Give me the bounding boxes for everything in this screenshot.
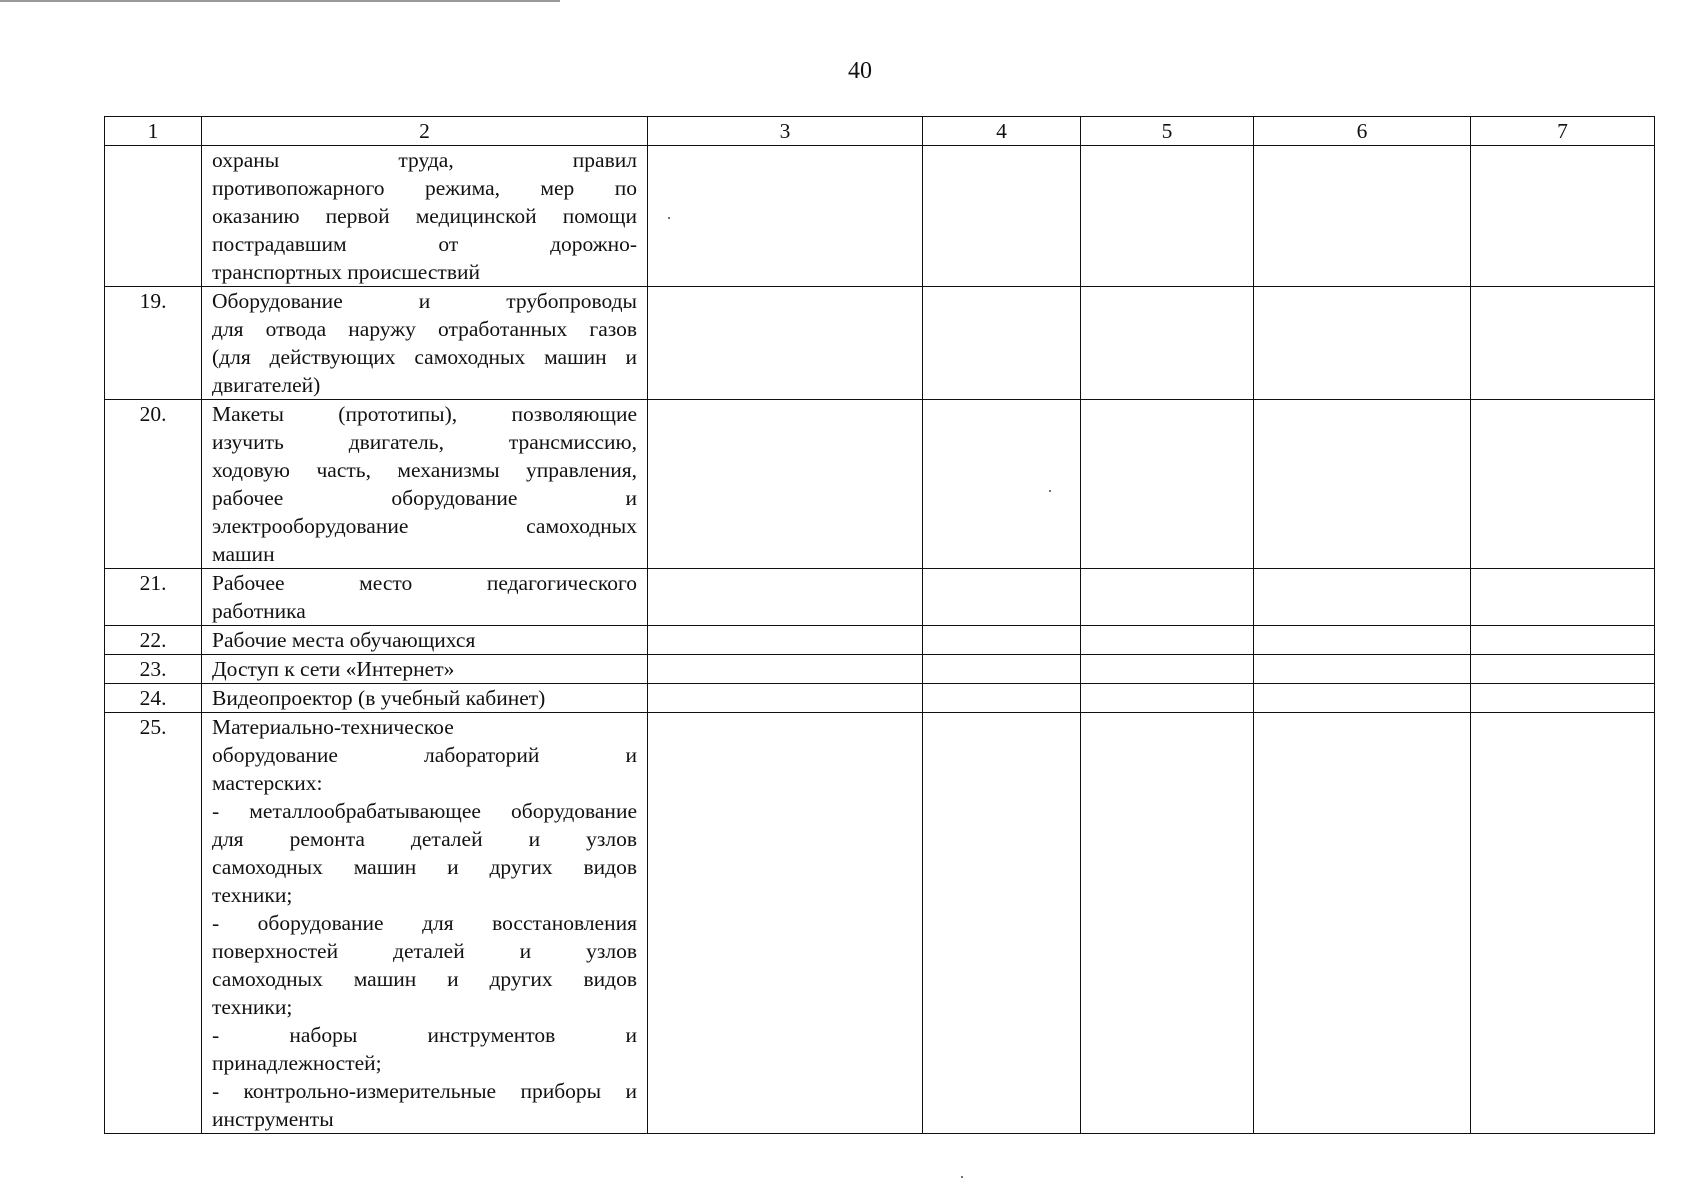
row-number: 23. — [105, 655, 202, 684]
item-description — [202, 569, 648, 626]
description-line: принадлежностей; — [212, 1051, 382, 1075]
description-line: - металлообрабатывающее оборудование — [212, 799, 637, 823]
empty-cell-col-7 — [1471, 655, 1655, 684]
description-line: для отвода наружу отработанных газов — [212, 317, 637, 341]
empty-cell-col-7 — [1471, 569, 1655, 626]
description-line: пострадавшим от дорожно- — [212, 232, 637, 256]
description-line: транспортных происшествий — [212, 260, 480, 284]
description-line: изучить двигатель, трансмиссию, — [212, 430, 637, 454]
description-line: двигателей) — [212, 373, 321, 397]
empty-cell-col-7 — [1471, 400, 1655, 569]
empty-cell-col-4 — [923, 713, 1081, 1134]
empty-cell-col-6 — [1254, 684, 1471, 713]
row-number: 25. — [105, 713, 202, 1134]
column-header-2: 2 — [202, 117, 648, 146]
table-row — [105, 655, 1655, 684]
item-description — [202, 400, 648, 569]
empty-cell-col-3 — [648, 287, 923, 400]
description-line: Видеопроектор (в учебный кабинет) — [212, 686, 546, 710]
empty-cell-col-3 — [648, 400, 923, 569]
empty-cell-col-5 — [1081, 287, 1254, 400]
description-line: инструменты — [212, 1107, 334, 1131]
item-description — [202, 713, 648, 1134]
row-number: 20. — [105, 400, 202, 569]
empty-cell-col-5 — [1081, 713, 1254, 1134]
empty-cell-col-4 — [923, 146, 1081, 287]
description-line: электрооборудование самоходных — [212, 514, 637, 538]
description-line: самоходных машин и других видов — [212, 855, 637, 879]
description-line: ходовую часть, механизмы управления, — [212, 458, 637, 482]
empty-cell-col-3 — [648, 684, 923, 713]
description-line: оказанию первой медицинской помощи — [212, 204, 637, 228]
description-line: - оборудование для восстановления — [212, 911, 637, 935]
table-row — [105, 146, 1655, 287]
column-header-5: 5 — [1081, 117, 1254, 146]
empty-cell-col-7 — [1471, 287, 1655, 400]
item-description — [202, 287, 648, 400]
row-number: 24. — [105, 684, 202, 713]
column-header-3: 3 — [648, 117, 923, 146]
table-row — [105, 684, 1655, 713]
table-body — [105, 146, 1655, 1134]
row-number: 22. — [105, 626, 202, 655]
equipment-table — [104, 116, 1655, 1134]
description-line: техники; — [212, 883, 293, 907]
empty-cell-col-6 — [1254, 569, 1471, 626]
empty-cell-col-4 — [923, 626, 1081, 655]
description-line: Рабочее место педагогического — [212, 571, 637, 595]
empty-cell-col-6 — [1254, 400, 1471, 569]
empty-cell-col-6 — [1254, 655, 1471, 684]
empty-cell-col-3 — [648, 655, 923, 684]
page-number: 40 — [848, 58, 872, 84]
empty-cell-col-3 — [648, 146, 923, 287]
empty-cell-col-7 — [1471, 626, 1655, 655]
description-line: (для действующих самоходных машин и — [212, 345, 637, 369]
item-description — [202, 626, 648, 655]
empty-cell-col-6 — [1254, 146, 1471, 287]
description-line: мастерских: — [212, 771, 323, 795]
column-header-7: 7 — [1471, 117, 1655, 146]
empty-cell-col-4 — [923, 684, 1081, 713]
scan-speck — [961, 1176, 963, 1178]
scan-top-edge — [0, 0, 560, 2]
empty-cell-col-6 — [1254, 713, 1471, 1134]
empty-cell-col-7 — [1471, 146, 1655, 287]
description-line: самоходных машин и других видов — [212, 967, 637, 991]
header-row — [105, 117, 1655, 146]
empty-cell-col-5 — [1081, 569, 1254, 626]
empty-cell-col-3 — [648, 626, 923, 655]
row-number: 19. — [105, 287, 202, 400]
empty-cell-col-4 — [923, 287, 1081, 400]
empty-cell-col-3 — [648, 713, 923, 1134]
description-line: поверхностей деталей и узлов — [212, 939, 637, 963]
description-line: рабочее оборудование и — [212, 486, 637, 510]
empty-cell-col-5 — [1081, 400, 1254, 569]
item-description — [202, 146, 648, 287]
empty-cell-col-7 — [1471, 713, 1655, 1134]
table-row — [105, 626, 1655, 655]
empty-cell-col-4 — [923, 655, 1081, 684]
item-description — [202, 684, 648, 713]
empty-cell-col-5 — [1081, 684, 1254, 713]
empty-cell-col-4 — [923, 569, 1081, 626]
description-line: работника — [212, 599, 306, 623]
description-line: противопожарного режима, мер по — [212, 176, 637, 200]
empty-cell-col-6 — [1254, 287, 1471, 400]
empty-cell-col-5 — [1081, 146, 1254, 287]
empty-cell-col-4 — [923, 400, 1081, 569]
table-row — [105, 287, 1655, 400]
description-line: машин — [212, 542, 275, 566]
description-line: - наборы инструментов и — [212, 1023, 637, 1047]
row-number: 21. — [105, 569, 202, 626]
description-line: Оборудование и трубопроводы — [212, 289, 637, 313]
table-row — [105, 569, 1655, 626]
column-header-6: 6 — [1254, 117, 1471, 146]
column-header-1: 1 — [105, 117, 202, 146]
description-line: для ремонта деталей и узлов — [212, 827, 637, 851]
table-row — [105, 400, 1655, 569]
empty-cell-col-5 — [1081, 655, 1254, 684]
description-line: - контрольно-измерительные приборы и — [212, 1079, 637, 1103]
description-line: охраны труда, правил — [212, 148, 637, 172]
description-line: оборудование лабораторий и — [212, 743, 637, 767]
description-line: Материально-техническое — [212, 715, 454, 739]
row-number — [105, 146, 202, 287]
item-description — [202, 655, 648, 684]
description-line: техники; — [212, 995, 293, 1019]
table-row — [105, 713, 1655, 1134]
description-line: Макеты (прототипы), позволяющие — [212, 402, 637, 426]
description-line: Рабочие места обучающихся — [212, 628, 476, 652]
description-line: Доступ к сети «Интернет» — [212, 657, 455, 681]
empty-cell-col-6 — [1254, 626, 1471, 655]
empty-cell-col-3 — [648, 569, 923, 626]
column-header-4: 4 — [923, 117, 1081, 146]
empty-cell-col-7 — [1471, 684, 1655, 713]
empty-cell-col-5 — [1081, 626, 1254, 655]
